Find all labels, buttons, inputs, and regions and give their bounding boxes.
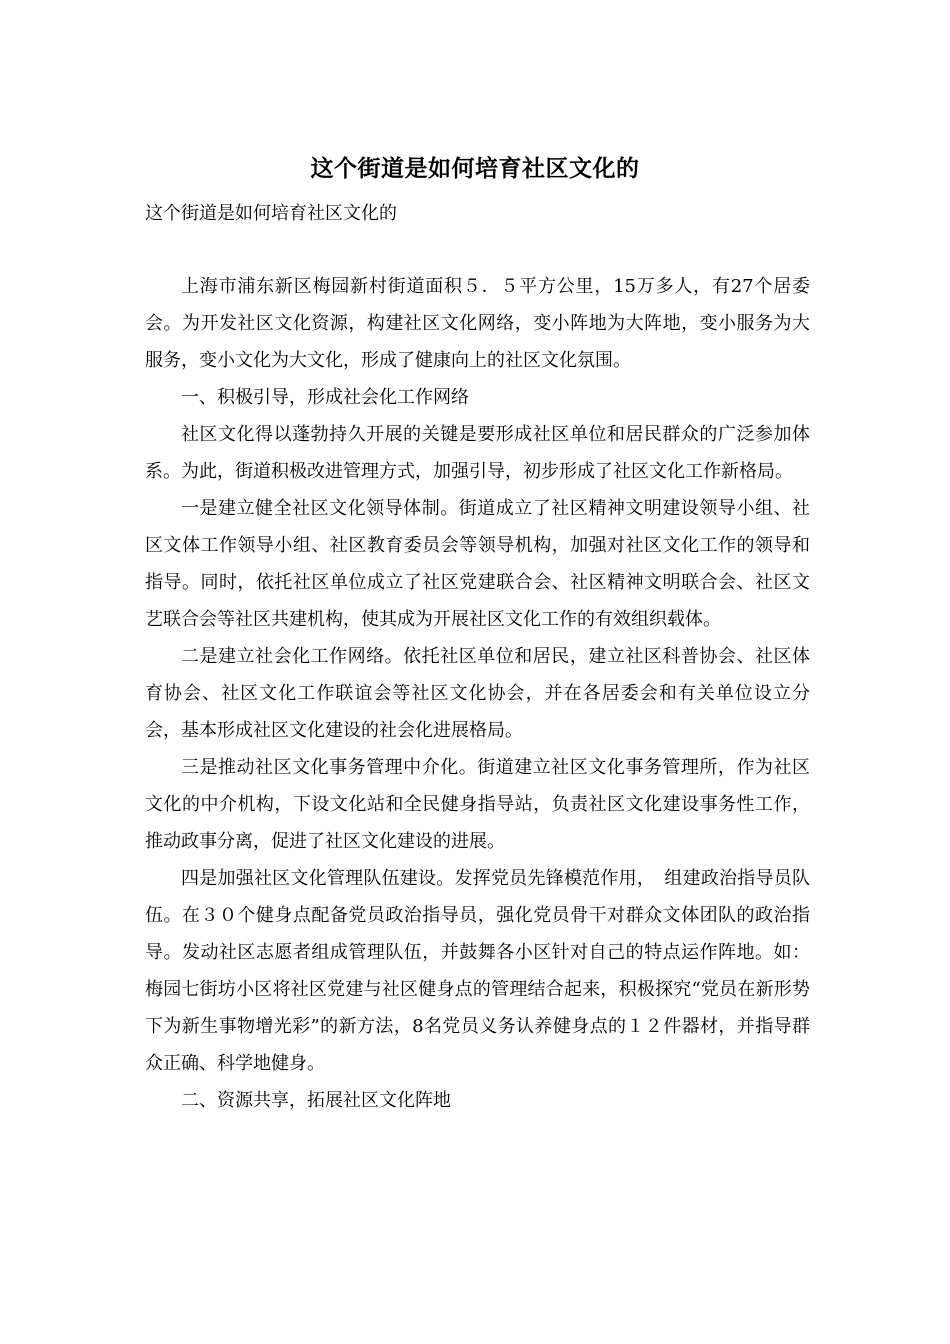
paragraph-point-2: 二是建立社会化工作网络。依托社区单位和居民，建立社区科普协会、社区体育协会、社区文化工作联谊会等社区文化协会，并在各居委会和有关单位设立分会，基本形成社区文化建设的社会化进展格局。 xyxy=(145,646,810,741)
document-subtitle: 这个街道是如何培育社区文化的 xyxy=(145,203,397,224)
document-title: 这个街道是如何培育社区文化的 xyxy=(310,155,640,182)
document-body xyxy=(145,268,810,1119)
paragraph-point-4: 四是加强社区文化管理队伍建设。发挥党员先锋模范作用， 组建政治指导员队伍。在３０个健身点配备党员政治指导员，强化党员骨干对群众文体团队的政治指导。发动社区志愿者组成管理队伍，并鼓舞各小区针对自己的特点运作阵地。如：梅园七街坊小区将社区党建与社区健身点的管理结合起来，积极探究“党员在新形势下为新生事物增光彩”的新方法，8名党员义务认养健身点的１２件器材，并指导群众正确、科学地健身。 xyxy=(145,868,810,1074)
section-heading-1: 一、积极引导，形成社会化工作网络 xyxy=(181,387,469,408)
paragraph-point-1: 一是建立健全社区文化领导体制。街道成立了社区精神文明建设领导小组、社区文体工作领导小组、社区教育委员会等领导机构，加强对社区文化工作的领导和指导。同时，依托社区单位成立了社区党建联合会、社区精神文明联合会、社区文艺联合会等社区共建机构，使其成为开展社区文化工作的有效组织载体。 xyxy=(145,498,810,630)
section-heading-2: 二、资源共享，拓展社区文化阵地 xyxy=(181,1090,451,1111)
paragraph-section-1-intro: 社区文化得以蓬勃持久开展的关键是要形成社区单位和居民群众的广泛参加体系。为此，街道积极改进管理方式，加强引导，初步形成了社区文化工作新格局。 xyxy=(145,424,810,482)
paragraph-intro: 上海市浦东新区梅园新村街道面积５．５平方公里，15万多人，有27个居委会。为开发社区文化资源，构建社区文化网络，变小阵地为大阵地，变小服务为大服务，变小文化为大文化，形成了健康向上的社区文化氛围。 xyxy=(145,276,810,371)
paragraph-point-3: 三是推动社区文化事务管理中介化。街道建立社区文化事务管理所，作为社区文化的中介机构，下设文化站和全民健身指导站，负责社区文化建设事务性工作，推动政事分离，促进了社区文化建设的进展。 xyxy=(145,757,810,852)
